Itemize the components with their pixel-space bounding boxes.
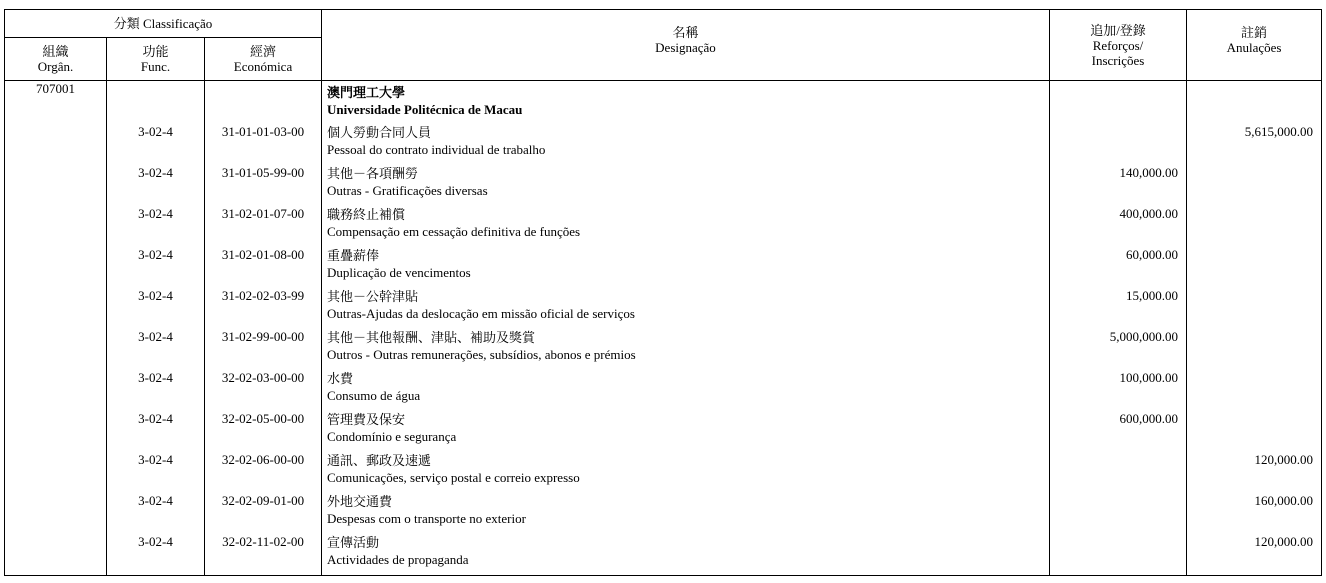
anulacao-amount [1187, 288, 1322, 329]
entity-row [5, 81, 1322, 125]
reforcos-header [1050, 10, 1187, 81]
designation-zh: 其他－公幹津貼 [327, 289, 419, 304]
classification-label: 分類 Classificação [113, 16, 213, 31]
table-row [5, 124, 1322, 165]
designation-pt: Compensação em cessação definitiva de funções [327, 224, 581, 239]
anulacao-amount [1187, 329, 1322, 370]
org-cell-empty [5, 165, 107, 206]
budget-table [4, 9, 1322, 576]
org-cell-empty [5, 329, 107, 370]
reforco-amount: 5,000,000.00 [1050, 329, 1187, 370]
designation-pt: Despesas com o transporte no exterior [327, 511, 526, 526]
anulacao-amount: 120,000.00 [1187, 534, 1322, 576]
entity-anulacao-empty [1187, 81, 1322, 125]
designation-pt: Actividades de propaganda [327, 552, 469, 567]
designation-zh: 重疊薪俸 [327, 248, 380, 263]
designation-cell [322, 493, 1050, 534]
designation-zh: 管理費及保安 [327, 412, 406, 427]
func-header-zh: 功能 [142, 44, 169, 59]
func-header [107, 38, 205, 81]
econ-header [205, 38, 322, 81]
func-code: 3-02-4 [107, 534, 205, 576]
designation-zh: 通訊、郵政及速遞 [327, 453, 432, 468]
designation-pt: Condomínio e segurança [327, 429, 457, 444]
designation-header [322, 10, 1050, 81]
reforco-amount [1050, 452, 1187, 493]
table-row [5, 370, 1322, 411]
designation-pt: Outros - Outras remunerações, subsídios, abonos e prémios [327, 347, 636, 362]
designation-zh: 其他－其他報酬、津貼、補助及獎賞 [327, 330, 536, 345]
table-row [5, 411, 1322, 452]
anulacoes-header-zh: 註銷 [1240, 25, 1267, 40]
designation-cell [322, 206, 1050, 247]
anulacoes-header-pt: Anulações [1226, 40, 1282, 55]
designation-pt: Comunicações, serviço postal e correio expresso [327, 470, 580, 485]
designation-cell [322, 411, 1050, 452]
econ-code: 32-02-11-02-00 [205, 534, 322, 576]
table-row [5, 329, 1322, 370]
func-code: 3-02-4 [107, 165, 205, 206]
econ-header-pt: Económica [233, 59, 293, 74]
org-cell-empty [5, 452, 107, 493]
reforco-amount: 600,000.00 [1050, 411, 1187, 452]
econ-code: 31-02-02-03-99 [205, 288, 322, 329]
designation-zh: 水費 [327, 371, 354, 386]
func-code: 3-02-4 [107, 452, 205, 493]
econ-code: 31-01-01-03-00 [205, 124, 322, 165]
org-code: 707001 [5, 81, 107, 125]
org-cell-empty [5, 288, 107, 329]
table-row [5, 165, 1322, 206]
org-cell-empty [5, 370, 107, 411]
econ-code: 31-02-01-08-00 [205, 247, 322, 288]
designation-cell [322, 370, 1050, 411]
entity-econ-empty [205, 81, 322, 125]
designation-cell [322, 534, 1050, 576]
entity-reforco-empty [1050, 81, 1187, 125]
econ-code: 32-02-06-00-00 [205, 452, 322, 493]
econ-code: 32-02-09-01-00 [205, 493, 322, 534]
anulacao-amount [1187, 165, 1322, 206]
org-cell-empty [5, 411, 107, 452]
designation-header-zh: 名稱 [672, 25, 699, 40]
anulacao-amount: 120,000.00 [1187, 452, 1322, 493]
entity-name-pt: Universidade Politécnica de Macau [327, 102, 523, 117]
econ-code: 32-02-05-00-00 [205, 411, 322, 452]
table-row [5, 247, 1322, 288]
func-code: 3-02-4 [107, 329, 205, 370]
entity-func-empty [107, 81, 205, 125]
org-cell-empty [5, 534, 107, 576]
designation-cell [322, 288, 1050, 329]
reforcos-header-pt1: Reforços/ [1092, 37, 1144, 53]
table-row [5, 493, 1322, 534]
reforcos-header-zh: 追加/登錄 [1090, 22, 1146, 38]
anulacao-amount [1187, 411, 1322, 452]
org-cell-empty [5, 206, 107, 247]
designation-zh: 個人勞動合同人員 [327, 125, 432, 140]
designation-pt: Outras-Ajudas da deslocação em missão oficial de serviços [327, 306, 635, 321]
org-cell-empty [5, 124, 107, 165]
reforco-amount: 100,000.00 [1050, 370, 1187, 411]
org-cell-empty [5, 247, 107, 288]
designation-zh: 外地交通費 [327, 494, 393, 509]
reforco-amount [1050, 124, 1187, 165]
designation-cell [322, 165, 1050, 206]
reforco-amount [1050, 493, 1187, 534]
func-code: 3-02-4 [107, 247, 205, 288]
designation-zh: 宣傳活動 [327, 535, 380, 550]
designation-header-pt: Designação [655, 40, 716, 55]
reforco-amount [1050, 534, 1187, 576]
designation-pt: Consumo de água [327, 388, 421, 403]
designation-pt: Pessoal do contrato individual de trabalho [327, 142, 546, 157]
designation-cell [322, 124, 1050, 165]
func-code: 3-02-4 [107, 288, 205, 329]
entity-name-zh: 澳門理工大學 [327, 85, 406, 100]
reforco-amount: 60,000.00 [1050, 247, 1187, 288]
anulacao-amount [1187, 370, 1322, 411]
designation-cell [322, 452, 1050, 493]
func-code: 3-02-4 [107, 411, 205, 452]
func-code: 3-02-4 [107, 206, 205, 247]
econ-code: 32-02-03-00-00 [205, 370, 322, 411]
designation-pt: Duplicação de vencimentos [327, 265, 471, 280]
econ-header-zh: 經濟 [249, 44, 276, 59]
func-header-pt: Func. [140, 59, 171, 74]
table-row [5, 288, 1322, 329]
org-header-pt: Orgân. [37, 59, 74, 74]
designation-pt: Outras - Gratificações diversas [327, 183, 488, 198]
designation-cell [322, 329, 1050, 370]
econ-code: 31-02-01-07-00 [205, 206, 322, 247]
designation-zh: 職務終止補償 [327, 207, 406, 222]
anulacoes-header [1187, 10, 1322, 81]
org-header [5, 38, 107, 81]
classification-header [5, 10, 322, 38]
anulacao-amount [1187, 206, 1322, 247]
reforco-amount: 400,000.00 [1050, 206, 1187, 247]
reforco-amount: 15,000.00 [1050, 288, 1187, 329]
reforco-amount: 140,000.00 [1050, 165, 1187, 206]
anulacao-amount [1187, 247, 1322, 288]
reforcos-header-pt2: Inscrições [1091, 52, 1145, 68]
func-code: 3-02-4 [107, 124, 205, 165]
econ-code: 31-01-05-99-00 [205, 165, 322, 206]
table-row [5, 452, 1322, 493]
func-code: 3-02-4 [107, 493, 205, 534]
table-row [5, 534, 1322, 576]
econ-code: 31-02-99-00-00 [205, 329, 322, 370]
func-code: 3-02-4 [107, 370, 205, 411]
designation-zh: 其他－各項酬勞 [327, 166, 419, 181]
org-header-zh: 組織 [42, 44, 69, 59]
anulacao-amount: 5,615,000.00 [1187, 124, 1322, 165]
entity-name [322, 81, 1050, 125]
designation-cell [322, 247, 1050, 288]
anulacao-amount: 160,000.00 [1187, 493, 1322, 534]
table-row [5, 206, 1322, 247]
org-cell-empty [5, 493, 107, 534]
